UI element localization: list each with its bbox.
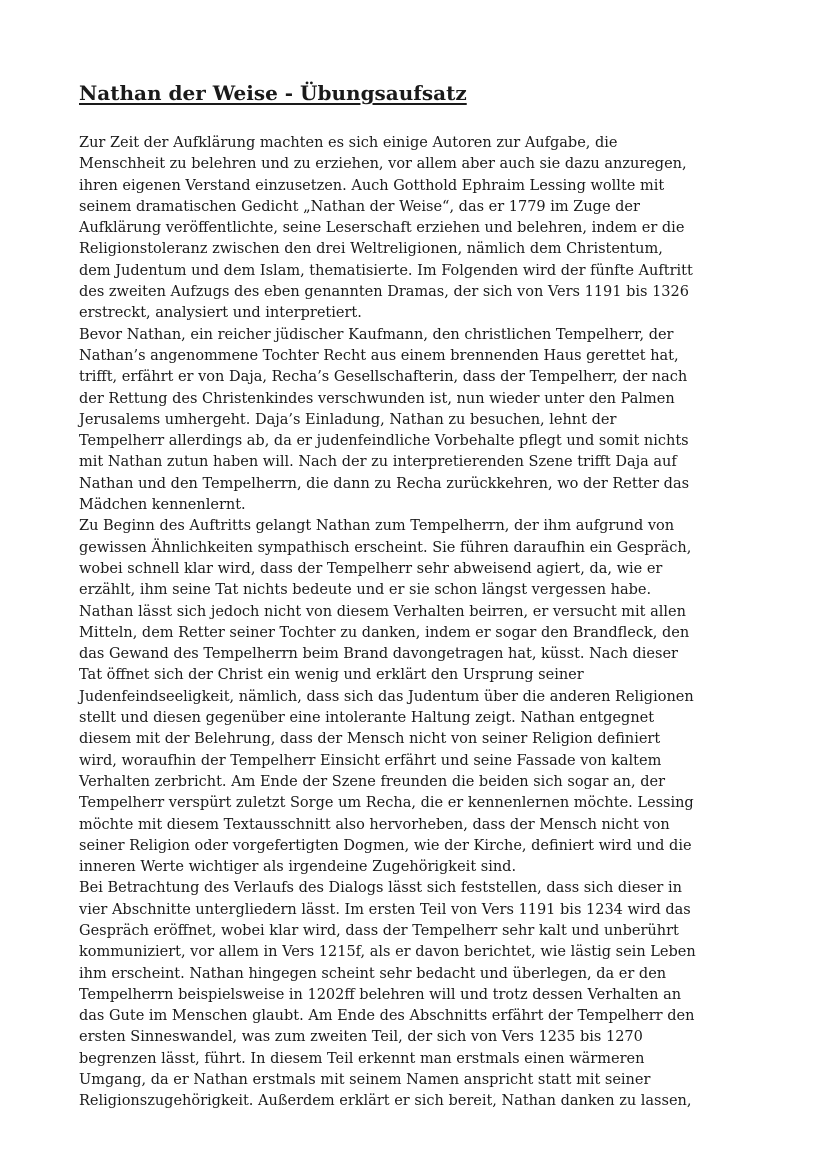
text-line: Aufklärung veröffentlichte, seine Leserschaft erziehen und belehren, indem er die [79,220,685,237]
text-line: diesem mit der Belehrung, dass der Mensch nicht von seiner Religion definiert [79,731,661,748]
text-line: Mädchen kennenlernt. [79,497,246,514]
text-line: trifft, erfährt er von Daja, Recha’s Gesellschafterin, dass der Tempelherr, der nach [79,369,688,386]
text-line: vier Abschnitte untergliedern lässt. Im ersten Teil von Vers 1191 bis 1234 wird das [79,901,691,918]
text-line: Zur Zeit der Aufklärung machten es sich einige Autoren zur Aufgabe, die [79,135,618,151]
text-line: wird, woraufhin der Tempelherr Einsicht erfährt und seine Fassade von kaltem [79,752,662,769]
text-line: Umgang, da er Nathan erstmals mit seinem Namen anspricht statt mit seiner [79,1072,651,1089]
text-line: der Rettung des Christenkindes verschwunden ist, nun wieder unter den Palmen [79,390,675,407]
text-line: Tempelherr verspürt zuletzt Sorge um Recha, die er kennenlernen möchte. Lessing [79,795,694,812]
text-line: seinem dramatischen Gedicht „Nathan der Weise“, das er 1779 im Zuge der [79,198,640,215]
text-line: des zweiten Aufzugs des eben genannten Dramas, der sich von Vers 1191 bis 1326 [79,284,689,301]
text-line: Judenfeindseeligkeit, nämlich, dass sich das Judentum über die anderen Religionen [79,688,694,705]
text-line: Bevor Nathan, ein reicher jüdischer Kaufmann, den christlichen Tempelherr, der [79,326,674,343]
text-line: Jerusalems umhergeht. Daja’s Einladung, Nathan zu besuchen, lehnt der [79,411,617,428]
text-line: das Gewand des Tempelherrn beim Brand davongetragen hat, küsst. Nach dieser [79,646,678,663]
text-line: seiner Religion oder vorgefertigten Dogmen, wie der Kirche, definiert wird und die [79,837,692,854]
text-line: Menschheit zu belehren und zu erziehen, vor allem aber auch sie dazu anzuregen, [79,156,687,173]
text-line: Nathan lässt sich jedoch nicht von diesem Verhalten beirren, er versucht mit allen [79,603,686,620]
text-line: Nathan’s angenommene Tochter Recht aus einem brennenden Haus gerettet hat, [79,347,679,364]
text-line: Bei Betrachtung des Verlaufs des Dialogs lässt sich feststellen, dass sich dieser in [79,880,682,897]
text-line: Tempelherrn beispielsweise in 1202ff belehren will und trotz dessen Verhalten an [79,986,682,1003]
text-line: Religionszugehörigkeit. Außerdem erklärt er sich bereit, Nathan danken zu lassen, [79,1093,692,1110]
text-line: Nathan und den Tempelherrn, die dann zu Recha zurückkehren, wo der Retter das [79,475,690,492]
text-line: ersten Sinneswandel, was zum zweiten Teil, der sich von Vers 1235 bis 1270 [79,1029,643,1046]
text-line: dem Judentum und dem Islam, thematisierte. Im Folgenden wird der fünfte Auftritt [79,262,693,279]
text-line: erstreckt, analysiert und interpretiert. [79,305,362,322]
text-line: das Gute im Menschen glaubt. Am Ende des Abschnitts erfährt der Tempelherr den [79,1008,695,1025]
text-line: Mitteln, dem Retter seiner Tochter zu danken, indem er sogar den Brandfleck, den [79,624,690,641]
text-line: mit Nathan zutun haben will. Nach der zu interpretierenden Szene trifft Daja auf [79,454,677,471]
text-line: Zu Beginn des Auftritts gelangt Nathan zum Tempelherrn, der ihm aufgrund von [79,518,675,535]
document-title: Nathan der Weise - Übungsaufsatz [79,81,467,105]
text-line: wobei schnell klar wird, dass der Tempelherr sehr abweisend agiert, da, wie er [79,560,663,577]
text-line: möchte mit diesem Textausschnitt also hervorheben, dass der Mensch nicht von [79,816,670,833]
text-line: erzählt, ihm seine Tat nichts bedeute und er sie schon längst vergessen habe. [79,582,652,599]
text-line: Verhalten zerbricht. Am Ende der Szene freunden die beiden sich sogar an, der [79,773,666,790]
text-line: Religionstoleranz zwischen den drei Weltreligionen, nämlich dem Christentum, [79,241,663,258]
text-line: inneren Werte wichtiger als irgendeine Zugehörigkeit sind. [79,859,517,876]
text-line: ihren eigenen Verstand einzusetzen. Auch Gotthold Ephraim Lessing wollte mit [79,177,665,194]
text-line: Tempelherr allerdings ab, da er judenfeindliche Vorbehalte pflegt und somit nichts [79,433,689,450]
text-line: gewissen Ähnlichkeiten sympathisch erscheint. Sie führen daraufhin ein Gespräch, [79,539,692,556]
document-body [79,133,709,1113]
text-line: Gespräch eröffnet, wobei klar wird, dass der Tempelherr sehr kalt und unberührt [79,922,679,939]
text-line: begrenzen lässt, führt. In diesem Teil erkennt man erstmals einen wärmeren [79,1050,645,1067]
text-line: Tat öffnet sich der Christ ein wenig und erklärt den Ursprung seiner [79,667,584,684]
text-line: kommuniziert, vor allem in Vers 1215f, als er davon berichtet, wie lästig sein Leben [79,944,696,961]
text-line: stellt und diesen gegenüber eine intolerante Haltung zeigt. Nathan entgegnet [79,710,655,727]
text-line: ihm erscheint. Nathan hingegen scheint sehr bedacht und überlegen, da er den [79,965,667,982]
